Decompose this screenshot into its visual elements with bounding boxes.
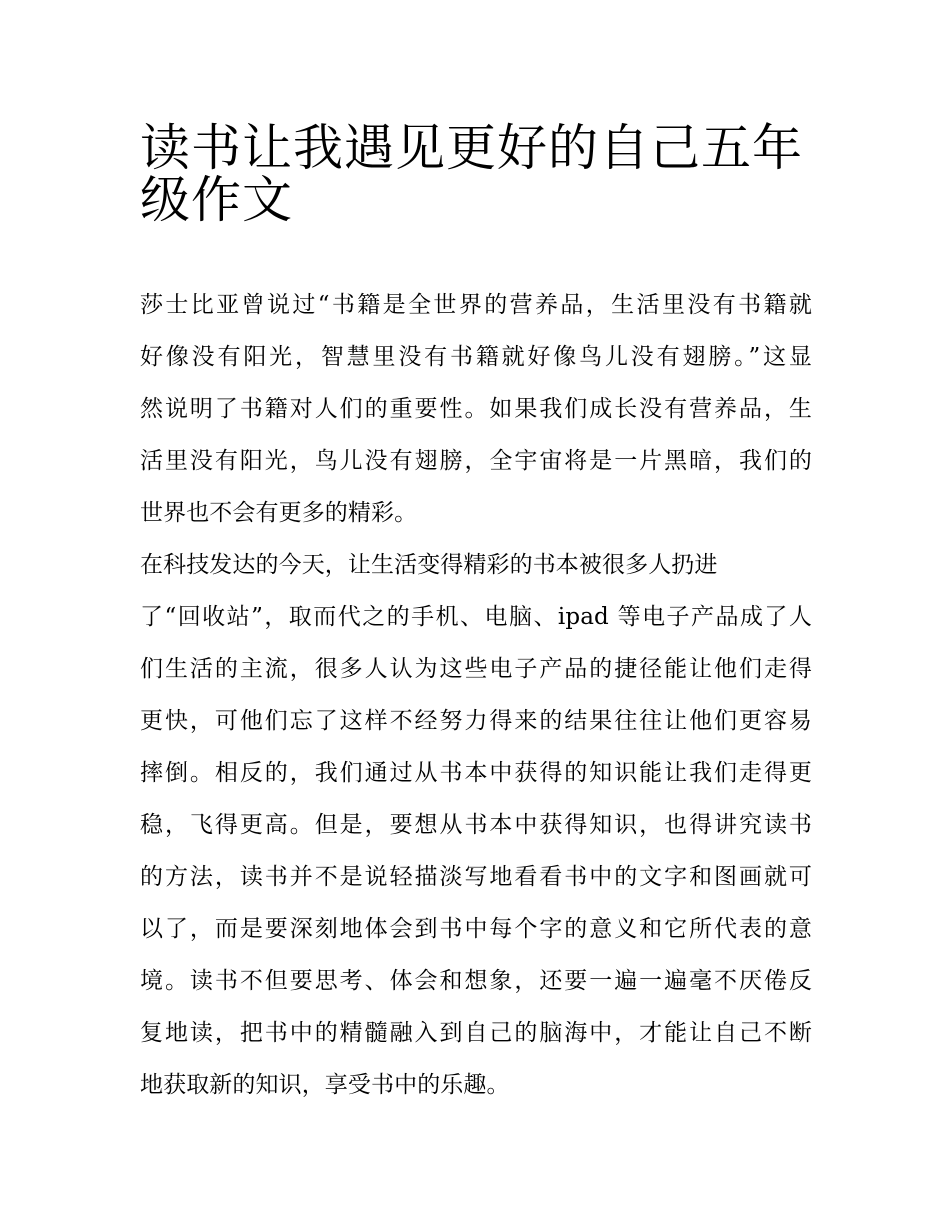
text-line: 活里没有阳光，鸟儿没有翅膀，全宇宙将是一片黑暗，我们的 [140,448,812,474]
text-line: 在科技发达的今天，让生活变得精彩的书本被很多人扔进 [140,552,718,578]
text-line: 好像没有阳光，智慧里没有书籍就好像鸟儿没有翅膀。”这显 [140,344,812,370]
text-line: 们生活的主流，很多人认为这些电子产品的捷径能让他们走得 [140,656,812,682]
title-line: 级作文 [140,171,293,229]
text-line: 摔倒。相反的，我们通过从书本中获得的知识能让我们走得更 [140,760,812,786]
text-line: 的方法，读书并不是说轻描淡写地看看书中的文字和图画就可 [140,864,812,890]
text-line: 更快，可他们忘了这样不经努力得来的结果往往让他们更容易 [140,708,812,734]
text-line: 地获取新的知识，享受书中的乐趣。 [140,1072,510,1098]
document-title [140,110,820,229]
paragraph-1 [140,279,812,539]
text-line: 稳，飞得更高。但是，要想从书本中获得知识，也得讲究读书 [140,812,812,838]
text-line: 然说明了书籍对人们的重要性。如果我们成长没有营养品，生 [140,396,812,422]
text-line: 世界也不会有更多的精彩。 [140,500,418,526]
text-line: 了“回收站”，取而代之的手机、电脑、ipad 等电子产品成了人 [140,604,812,630]
paragraph-2 [140,539,812,1111]
document-body [140,279,812,1111]
text-line: 莎士比亚曾说过“书籍是全世界的营养品，生活里没有书籍就 [140,292,812,318]
title-line: 读书让我遇见更好的自己五年 [140,119,803,177]
text-line: 复地读，把书中的精髓融入到自己的脑海中，才能让自己不断 [140,1020,812,1046]
text-line: 以了，而是要深刻地体会到书中每个字的意义和它所代表的意 [140,916,812,942]
text-line: 境。读书不但要思考、体会和想象，还要一遍一遍毫不厌倦反 [140,968,812,994]
